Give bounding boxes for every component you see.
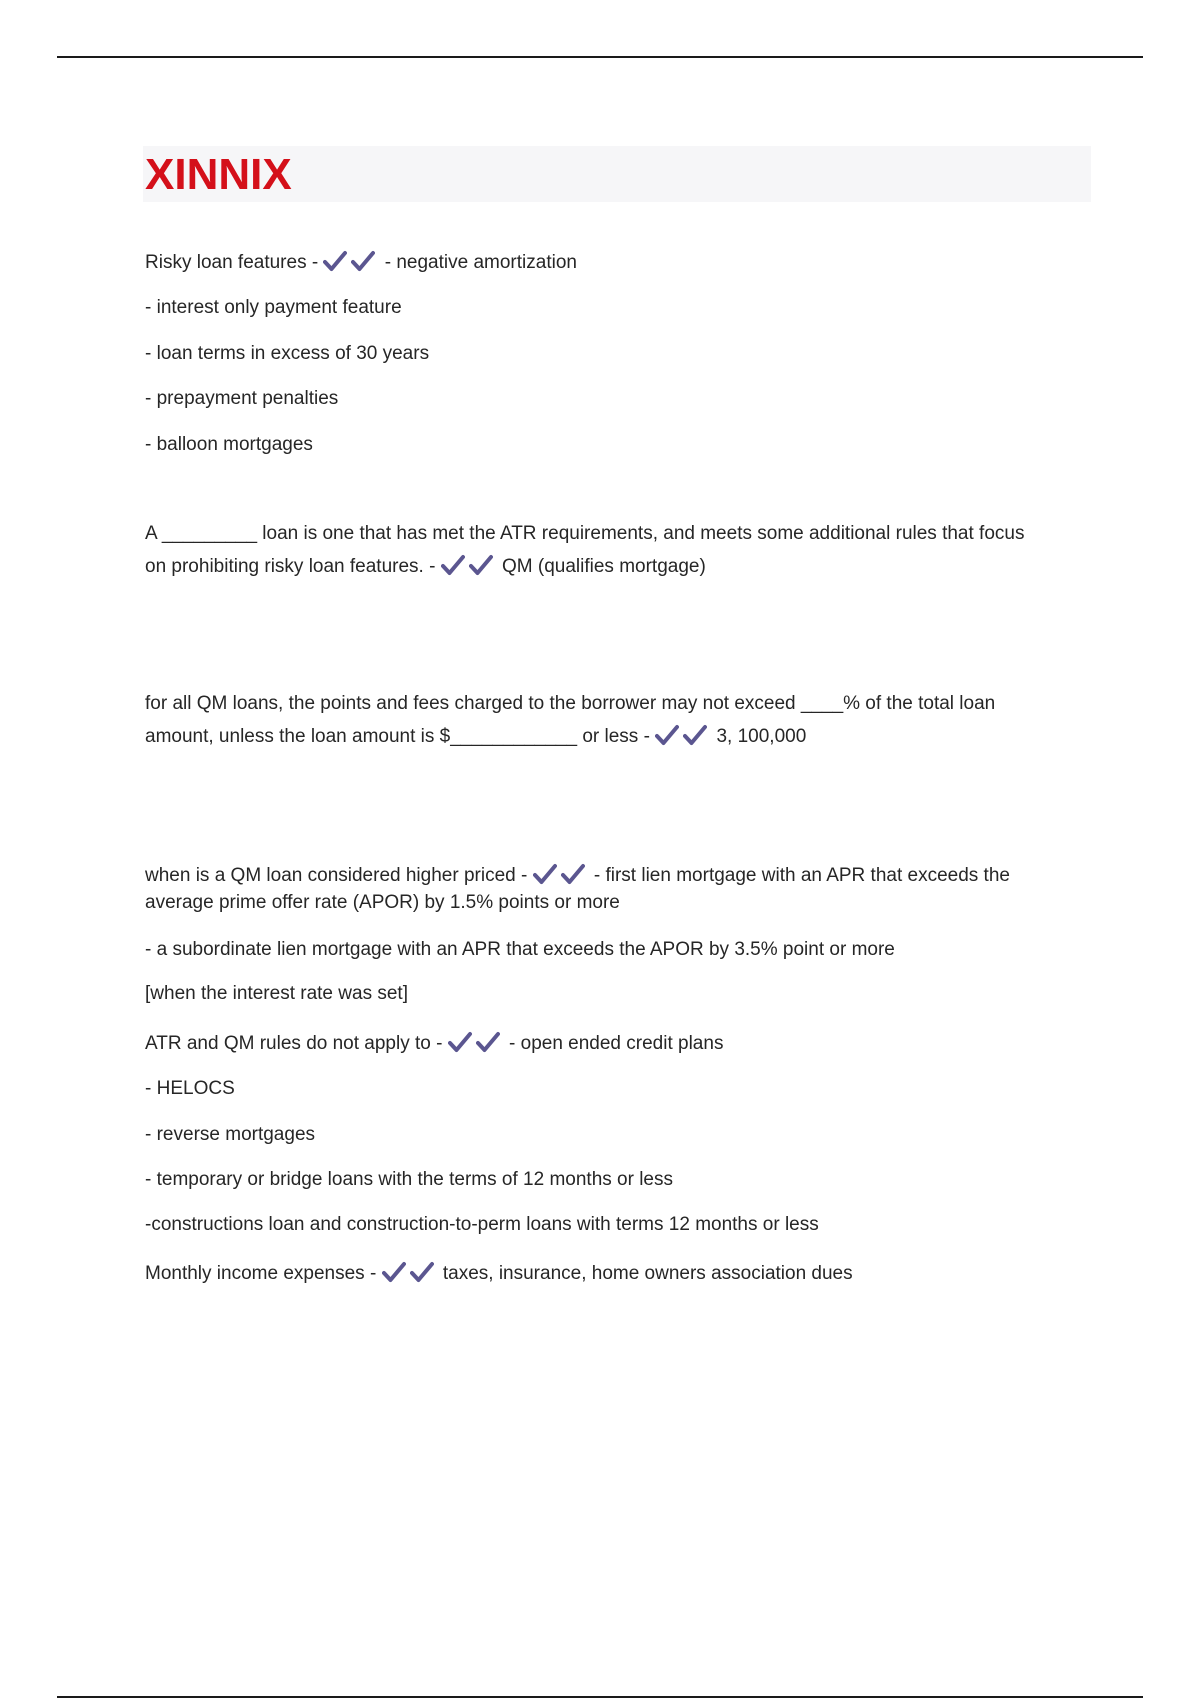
- checkmark-icon: [351, 250, 375, 272]
- card-5-item-2: - reverse mortgages: [145, 1124, 316, 1145]
- card-6-answer: taxes, insurance, home owners association dues: [442, 1263, 853, 1284]
- card-5-item-3: - temporary or bridge loans with the terms of 12 months or less: [145, 1169, 674, 1190]
- card-6-line-1: [145, 1261, 853, 1286]
- card-4-answer: - first lien mortgage with an APR that exceeds the: [593, 865, 1010, 886]
- card-1-question: Risky loan features -: [145, 252, 319, 273]
- check-pair: [382, 1263, 438, 1284]
- card-5-question: ATR and QM rules do not apply to -: [145, 1033, 443, 1054]
- card-1-item-2: - loan terms in excess of 30 years: [145, 343, 430, 364]
- top-rule: [57, 56, 1143, 58]
- card-4-line-1: [145, 863, 1010, 888]
- checkmark-icon: [476, 1031, 500, 1053]
- card-3-question-line-1: for all QM loans, the points and fees charged to the borrower may not exceed ____% of the total loan: [145, 693, 996, 714]
- card-5-item-4: -constructions loan and construction-to-perm loans with terms 12 months or less: [145, 1214, 819, 1235]
- card-1-answer: - negative amortization: [384, 252, 577, 273]
- card-2-line-2: [145, 554, 706, 579]
- card-3-line-2: [145, 724, 806, 749]
- card-4-item-1: - a subordinate lien mortgage with an APR that exceeds the APOR by 3.5% point or more: [145, 939, 895, 960]
- check-pair: [441, 556, 497, 577]
- card-4-question: when is a QM loan considered higher priced -: [145, 865, 528, 886]
- checkmark-icon: [533, 863, 557, 885]
- check-pair: [323, 252, 379, 273]
- checkmark-icon: [323, 250, 347, 272]
- checkmark-icon: [410, 1261, 434, 1283]
- card-1-item-3: - prepayment penalties: [145, 388, 339, 409]
- card-2-question-line-2: on prohibiting risky loan features. -: [145, 556, 436, 577]
- checkmark-icon: [561, 863, 585, 885]
- check-pair: [533, 865, 589, 886]
- card-3-question-line-2: amount, unless the loan amount is $____________ or less -: [145, 726, 650, 747]
- checkmark-icon: [655, 724, 679, 746]
- checkmark-icon: [469, 554, 493, 576]
- checkmark-icon: [448, 1031, 472, 1053]
- card-5-item-1: - HELOCS: [145, 1078, 235, 1099]
- card-4-item-2: [when the interest rate was set]: [145, 983, 408, 1004]
- checkmark-icon: [441, 554, 465, 576]
- card-1-item-4: - balloon mortgages: [145, 434, 313, 455]
- card-5-line-1: [145, 1031, 723, 1056]
- checkmark-icon: [683, 724, 707, 746]
- check-pair: [655, 726, 711, 747]
- card-1-item-1: - interest only payment feature: [145, 297, 402, 318]
- card-4-answer-cont: average prime offer rate (APOR) by 1.5% points or more: [145, 892, 620, 913]
- card-5-answer: - open ended credit plans: [509, 1033, 724, 1054]
- checkmark-icon: [382, 1261, 406, 1283]
- card-2-question-line-1: A _________ loan is one that has met the ATR requirements, and meets some additional rules that focus: [145, 523, 1025, 544]
- card-2-answer: QM (qualifies mortgage): [502, 556, 706, 577]
- card-6-question: Monthly income expenses -: [145, 1263, 377, 1284]
- check-pair: [448, 1033, 504, 1054]
- card-1-line-1: [145, 250, 577, 275]
- card-3-answer: 3, 100,000: [716, 726, 807, 747]
- xinnix-logo: XINNIX: [145, 150, 292, 199]
- header-band: [143, 146, 1091, 202]
- bottom-rule: [57, 1696, 1143, 1698]
